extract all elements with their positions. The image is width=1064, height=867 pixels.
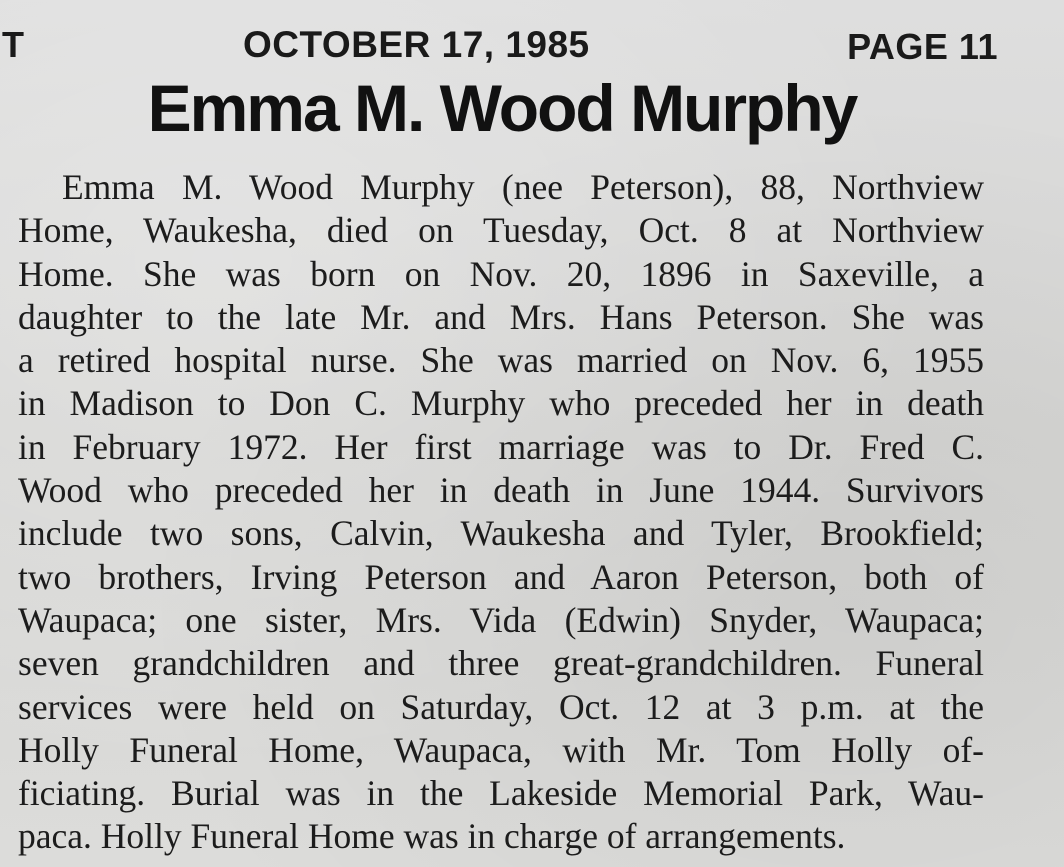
publication-date: OCTOBER 17, 1985 <box>243 24 590 65</box>
body-line: ficiating. Burial was in the Lakeside Memorial Park, Wau- <box>18 773 984 814</box>
obituary-headline: Emma M. Wood Murphy <box>147 71 857 145</box>
body-line: Holly Funeral Home, Waupaca, with Mr. Tom Holly of- <box>18 729 984 770</box>
body-line: two brothers, Irving Peterson and Aaron Peterson, both of <box>18 556 984 597</box>
body-line: seven grandchildren and three great-grandchildren. Funeral <box>18 643 984 684</box>
body-line: Wood who preceded her in death in June 1944. Survivors <box>18 470 984 511</box>
masthead-edge-letter: T <box>2 24 24 65</box>
body-line: Home. She was born on Nov. 20, 1896 in Saxeville, a <box>18 253 984 294</box>
page-number: PAGE 11 <box>847 26 998 67</box>
body-line: paca. Holly Funeral Home was in charge of arrangements. <box>18 816 846 857</box>
body-line: Emma M. Wood Murphy (nee Peterson), 88, Northview <box>62 167 984 207</box>
body-line: include two sons, Calvin, Waukesha and Tyler, Brookfield; <box>18 513 984 554</box>
body-line: Home, Waukesha, died on Tuesday, Oct. 8 at Northview <box>18 210 984 251</box>
body-line: Waupaca; one sister, Mrs. Vida (Edwin) Snyder, Waupaca; <box>18 599 984 640</box>
body-line: in Madison to Don C. Murphy who preceded her in death <box>18 383 984 424</box>
body-line: services were held on Saturday, Oct. 12 at 3 p.m. at the <box>18 686 984 727</box>
obituary-body <box>18 166 984 859</box>
body-line: in February 1972. Her first marriage was to Dr. Fred C. <box>18 426 984 467</box>
body-line: daughter to the late Mr. and Mrs. Hans Peterson. She was <box>18 296 984 337</box>
body-line: a retired hospital nurse. She was married on Nov. 6, 1955 <box>18 340 984 381</box>
